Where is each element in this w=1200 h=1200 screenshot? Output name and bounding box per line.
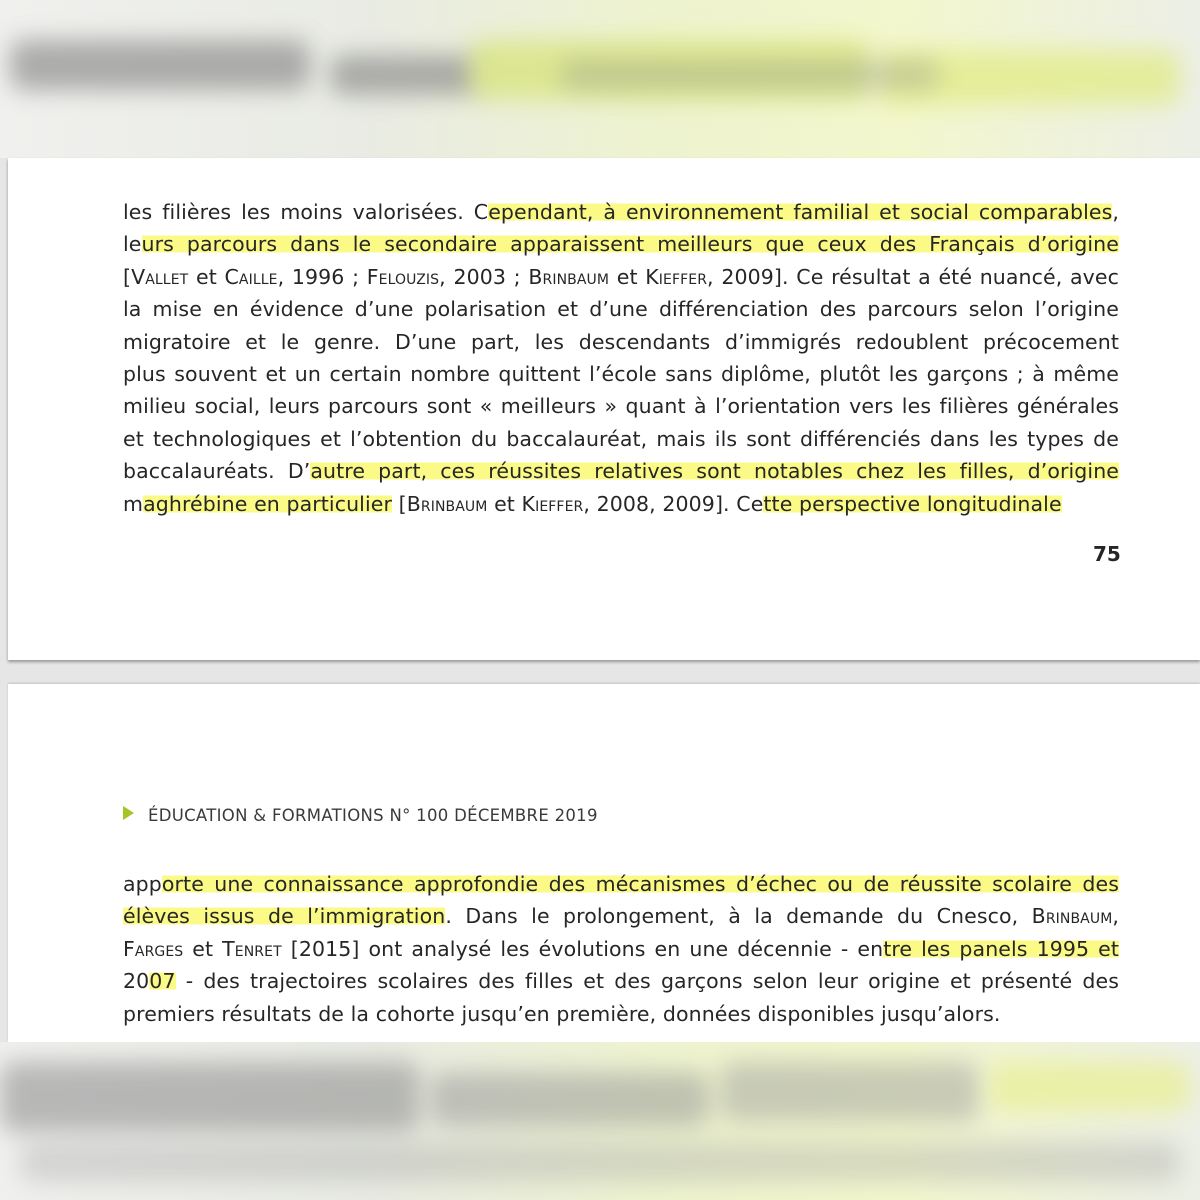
text-line (123, 998, 1119, 1030)
body-paragraph-page-75 (123, 196, 1119, 520)
author-name: Vallet (131, 264, 189, 289)
text-run: baccalauréats. D’ (123, 459, 311, 484)
text-run: migratoire et le genre. D’une part, les descendants d’immigrés redoublent précocement (123, 329, 1119, 354)
highlighted-text: urs parcours dans le secondaire apparaissent meilleurs que ceux des Français d’origine (141, 232, 1119, 257)
text-line (123, 488, 1119, 520)
highlighted-text: tte perspective longitudinale (763, 491, 1062, 516)
text-run: et (183, 936, 223, 961)
document-page-upper (8, 158, 1200, 660)
highlighted-text: 07 (149, 969, 176, 994)
text-run: les filières les moins valorisées. C (123, 200, 489, 224)
text-run: , 1996 ; (277, 264, 367, 289)
text-line (123, 390, 1119, 422)
text-run: . Dans le prolongement, à la demande du Cnesco, (445, 904, 1032, 929)
text-line (123, 261, 1119, 293)
highlighted-text: orte une connaissance approfondie des mécanismes d’échec ou de réussite scolaire des (161, 872, 1119, 896)
text-run: [2015] ont analysé les évolutions en une décennie - en (281, 936, 884, 961)
text-line (123, 196, 1119, 228)
text-line (123, 293, 1119, 325)
text-run: et technologiques et l’obtention du baccalauréat, mais ils sont différenciés dans les types de (123, 426, 1119, 451)
text-run: le (123, 232, 142, 257)
page-number: 75 (1093, 542, 1121, 566)
text-run: premiers résultats de la cohorte jusqu’en première, données disponibles jusqu’alors. (123, 1001, 1001, 1026)
highlighted-text: tre les panels 1995 et (883, 936, 1120, 961)
text-line (123, 933, 1119, 965)
text-line (123, 965, 1119, 997)
text-run: milieu social, leurs parcours sont « meilleurs » quant à l’orientation vers les filières générales (123, 394, 1119, 419)
author-name: Brinbaum (528, 264, 610, 289)
text-run: , (1112, 904, 1119, 929)
text-run: et (609, 264, 646, 289)
author-name: Kieffer (521, 491, 584, 516)
highlighted-text: aghrébine en particulier (143, 491, 393, 516)
text-line (123, 228, 1119, 260)
text-run: , 2009]. Ce résultat a été nuancé, avec (707, 264, 1119, 289)
text-line (123, 868, 1119, 900)
text-run: et (487, 491, 522, 516)
text-line (123, 455, 1119, 487)
text-run: , 2008, 2009]. Ce (583, 491, 764, 516)
author-name: Tenret (222, 936, 282, 961)
text-run: 20 (123, 969, 150, 994)
author-name: Brinbaum (406, 491, 488, 516)
document-page-lower (8, 684, 1200, 1042)
highlighted-text: ependant, à environnement familial et social comparables (488, 200, 1113, 224)
triangle-marker-icon (123, 806, 134, 820)
text-line (123, 900, 1119, 932)
text-run: app (123, 872, 162, 896)
author-name: Kieffer (645, 264, 708, 289)
highlighted-text: autre part, ces réussites relatives sont notables chez les filles, d’origine (310, 459, 1119, 484)
highlighted-text: élèves issus de l’immigration (123, 904, 446, 929)
text-run: [ (123, 264, 132, 289)
text-line (123, 326, 1119, 358)
text-run: , 2003 ; (439, 264, 529, 289)
text-line (123, 358, 1119, 390)
author-name: Caille (224, 264, 278, 289)
text-run: [ (392, 491, 407, 516)
text-run: plus souvent et un certain nombre quittent l’école sans diplôme, plutôt les garçons ; à même (123, 361, 1119, 386)
body-paragraph-continued (123, 868, 1119, 1030)
text-run: la mise en évidence d’une polarisation et d’une différenciation des parcours selon l’origine (123, 297, 1119, 322)
running-header-label: ÉDUCATION & FORMATIONS N° 100 DÉCEMBRE 2019 (148, 806, 598, 825)
text-run: , (1112, 200, 1119, 224)
text-run: m (123, 491, 144, 516)
text-run: et (188, 264, 225, 289)
running-header (123, 806, 598, 825)
author-name: Farges (123, 936, 184, 961)
author-name: Brinbaum (1031, 904, 1113, 929)
author-name: Felouzis (366, 264, 440, 289)
blurred-background-top (0, 0, 1200, 158)
text-line (123, 423, 1119, 455)
text-run: - des trajectoires scolaires des filles et des garçons selon leur origine et présenté des (175, 969, 1119, 994)
blurred-background-bottom (0, 1042, 1200, 1200)
